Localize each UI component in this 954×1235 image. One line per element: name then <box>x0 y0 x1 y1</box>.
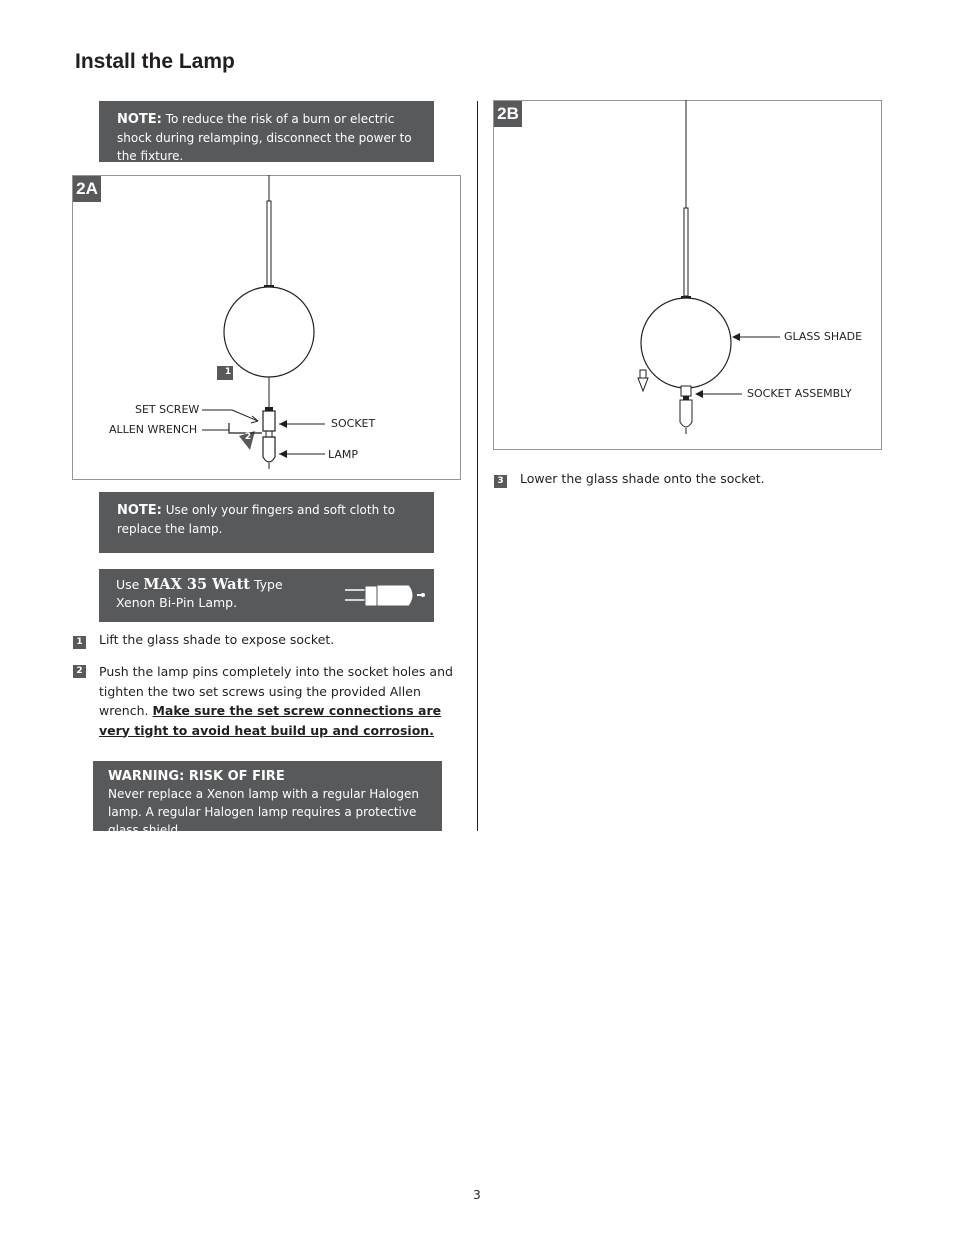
glass-shade-label: GLASS SHADE <box>784 330 863 343</box>
lamp-spec-prefix: Use <box>116 577 144 592</box>
lamp-spec-wattage: MAX 35 Watt <box>143 576 250 593</box>
step-3 <box>494 469 884 489</box>
callout-2: 2 <box>244 432 252 442</box>
lamp-handling-note <box>99 492 434 553</box>
figure-tag-2a: 2A <box>73 176 101 202</box>
note-label: NOTE: <box>117 503 162 518</box>
step-number: 2 <box>73 665 86 678</box>
callout-1: 1 <box>224 367 232 377</box>
set-screw-label: SET SCREW <box>135 403 200 416</box>
warning-text: Never replace a Xenon lamp with a regular Halogen lamp. A regular Halogen lamp requires a protective glass shield. <box>108 787 419 837</box>
step-text: Lift the glass shade to expose socket. <box>99 632 335 647</box>
column-divider <box>477 101 478 831</box>
socket-label: SOCKET <box>331 417 376 430</box>
lamp-label: LAMP <box>328 448 359 461</box>
warning-title: WARNING: RISK OF FIRE <box>108 769 285 784</box>
note-text: To reduce the risk of a burn or electric shock during relamping, disconnect the power to the fixture. <box>117 112 412 163</box>
step-emphasis: Make sure the set screw connections are very tight to avoid heat build up and corrosion. <box>99 703 442 738</box>
socket-assembly-label: SOCKET ASSEMBLY <box>747 387 852 400</box>
fire-warning <box>93 761 442 837</box>
step-text: Push the lamp pins completely into the socket holes and tighten the two set screws using the provided Allen wrench. <box>99 664 453 718</box>
note-text: Use only your fingers and soft cloth to replace the lamp. <box>117 503 396 536</box>
page-number: 3 <box>473 1188 481 1202</box>
lamp-spec-text <box>116 576 321 612</box>
bi-pin-lamp-icon <box>343 580 428 612</box>
lamp-spec-suffix: Type Xenon Bi-Pin Lamp. <box>116 577 283 610</box>
step-text: Lower the glass shade onto the socket. <box>520 471 765 486</box>
note-label: NOTE: <box>117 112 162 127</box>
step-1 <box>73 630 453 650</box>
step-number: 3 <box>494 475 507 488</box>
figure-tag-2b: 2B <box>494 101 522 127</box>
relamping-note <box>99 101 434 162</box>
allen-wrench-label: ALLEN WRENCH <box>109 423 198 436</box>
page-title: Install the Lamp <box>75 50 235 73</box>
step-2 <box>73 662 453 740</box>
step-number: 1 <box>73 636 86 649</box>
